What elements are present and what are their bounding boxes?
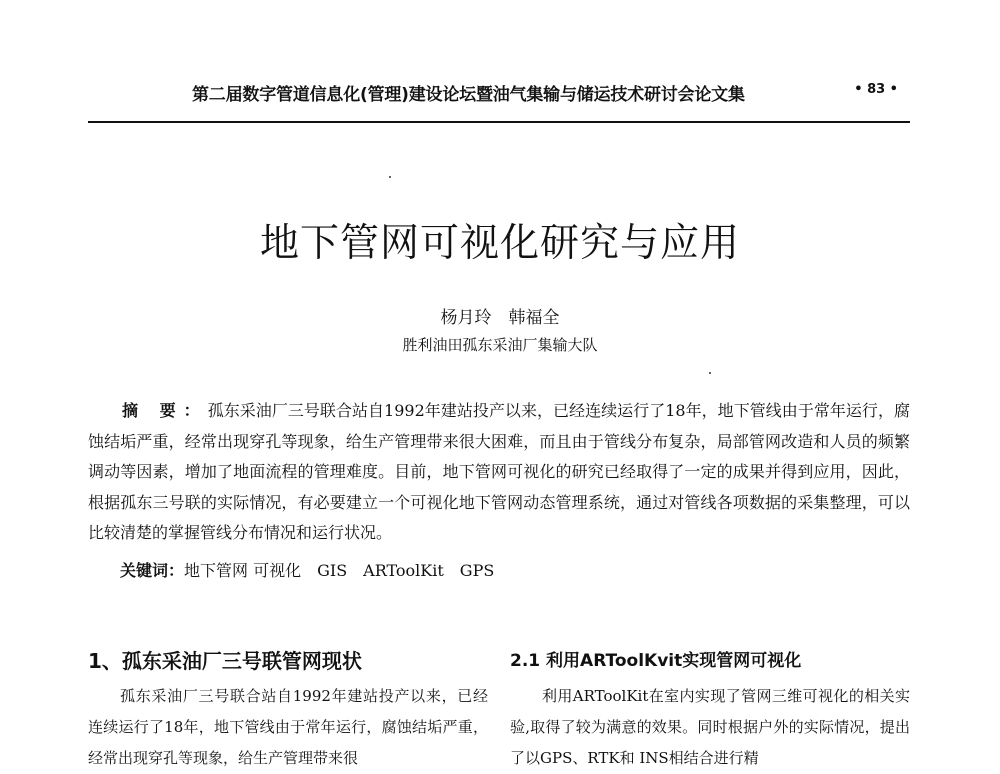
abstract-label: 摘 要： (122, 401, 208, 420)
running-header-title: 第二届数字管道信息化(管理)建设论坛暨油气集输与储运技术研讨会论文集 (192, 85, 745, 105)
section-2-1-text: 利用ARToolKit在室内实现了管网三维可视化的相关实验,取得了较为满意的效果。同时根据户外的实际情况，提出了以GPS、RTK和 INS相结合进行精 (510, 687, 910, 767)
left-column (88, 645, 488, 774)
abstract-text: 孤东采油厂三号联合站自1992年建站投产以来，已经连续运行了18年，地下管线由于常年运行，腐蚀结垢严重，经常出现穿孔等现象，给生产管理带来很大困难，而且由于管线分布复杂，局部管网改造和人员的频繁调动等因素，增加了地面流程的管理难度。目前，地下管网可视化的研究已经取得了一定的成果并得到应用，因此，根据孤东三号联的实际情况，有必要建立一个可视化地下管网动态管理系统，通过对管线各项数据的采集整理，可以比较清楚的掌握管线分布情况和运行状况。 (88, 401, 910, 542)
keywords-text: 地下管网 可视化 GIS ARToolKit GPS (184, 561, 495, 580)
abstract-paragraph (88, 396, 910, 549)
paper-title: 地下管网可视化研究与应用 (259, 221, 740, 266)
scan-speck (709, 372, 711, 374)
abstract (88, 396, 910, 549)
keywords (120, 558, 494, 581)
section-1-text: 孤东采油厂三号联合站自1992年建站投产以来，已经连续运行了18年，地下管线由于常年运行，腐蚀结垢严重，经常出现穿孔等现象，给生产管理带来很 (88, 687, 488, 767)
header-rule (88, 121, 910, 123)
section-heading-2-1: 2.1 利用ARToolKvit实现管网可视化 (510, 651, 802, 671)
affiliation: 胜利油田孤东采油厂集输大队 (402, 336, 598, 354)
section-heading-1: 1、孤东采油厂三号联管网现状 (88, 649, 362, 673)
page-number: • 83 • (854, 82, 898, 97)
keywords-label: 关键词： (120, 561, 185, 580)
scan-speck (389, 176, 391, 178)
right-column (510, 645, 910, 774)
running-header (88, 78, 908, 108)
authors: 杨月玲 韩福全 (440, 308, 560, 328)
